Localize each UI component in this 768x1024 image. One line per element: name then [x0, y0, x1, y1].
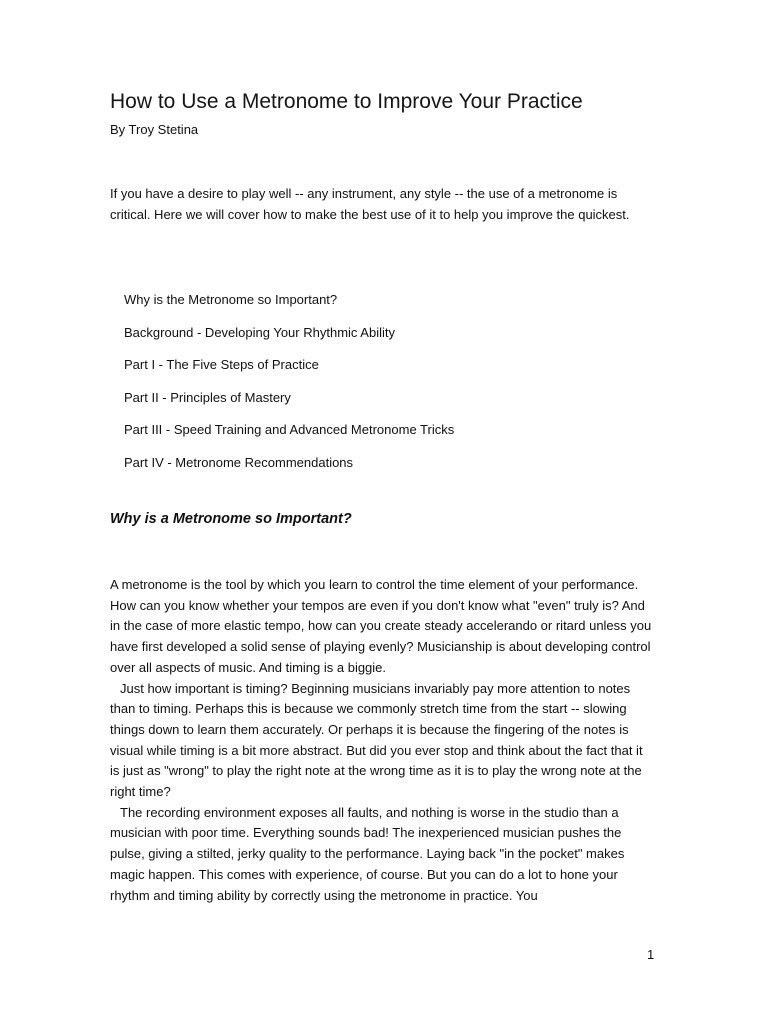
section-heading: Why is a Metronome so Important?	[110, 511, 352, 527]
toc-item-part-2: Part II - Principles of Mastery	[124, 389, 291, 405]
document-title: How to Use a Metronome to Improve Your Practice	[110, 90, 583, 113]
toc-item-part-4: Part IV - Metronome Recommendations	[124, 454, 354, 470]
toc-item-importance: Why is the Metronome so Important?	[124, 292, 338, 307]
toc-item-background: Background - Developing Your Rhythmic Ability	[124, 324, 395, 340]
body-paragraph: A metronome is the tool by which you learn to control the time element of your performance. How can you know whether your tempos are even if you don't know what "even" truly is? And in the case of more elastic tempo, how can you create steady accelerando or ritard unless you have first developed a solid sense of playing evenly? Musicianship is about developing control over all aspects of music. And timing is a biggie.	[110, 577, 652, 675]
body-paragraph: Just how important is timing? Beginning musicians invariably pay more attention to notes than to timing. Perhaps this is because we commonly stretch time from the start -- slowing things down to learn them accurately. Or perhaps it is because the fingering of the notes is visual while timing is a bit more abstract. But did you ever stop and think about the fact that it is just as "wrong" to play the right note at the wrong time as it is to play the wrong note at the right time?	[110, 680, 643, 800]
section-body	[110, 575, 652, 906]
author-byline: By Troy Stetina	[110, 122, 199, 137]
toc-item-part-3: Part III - Speed Training and Advanced Metronome Tricks	[124, 422, 455, 438]
table-of-contents	[124, 290, 454, 486]
body-paragraph: The recording environment exposes all faults, and nothing is worse in the studio than a musician with poor time. Everything sounds bad! The inexperienced musician pushes the pulse, giving a stilted, jerky quality to the performance. Laying back "in the pocket" makes magic happen. This comes with experience, of course. But you can do a lot to hone your rhythm and timing ability by correctly using the metronome in practice. You	[110, 804, 625, 903]
intro-paragraph: If you have a desire to play well -- any instrument, any style -- the use of a metronome is critical. Here we will cover how to make the best use of it to help you improve the quickest.	[110, 186, 630, 222]
toc-item-part-1: Part I - The Five Steps of Practice	[124, 357, 319, 373]
page-number: 1	[647, 947, 655, 962]
